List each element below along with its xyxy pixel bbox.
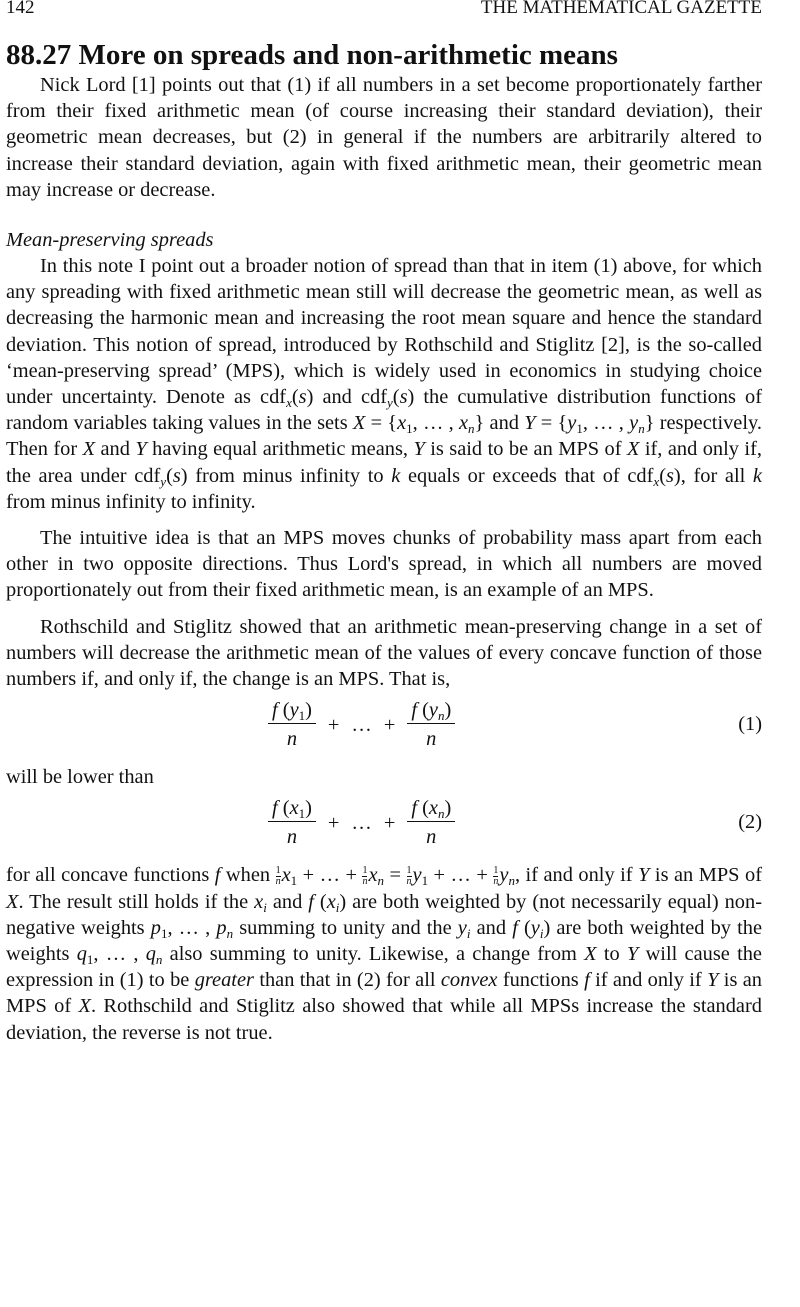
theorem-paragraph: Rothschild and Stiglitz showed that an arithmetic mean-preserving change in a set of numbers will decrease the arithmetic mean of the values of every concave function of those numbers if, and only if, the change is an MPS. That is, bbox=[6, 615, 762, 691]
intro-paragraph: Nick Lord [1] points out that (1) if all numbers in a set become proportionately farther from their fixed arithmetic mean (of course increasing their standard deviation), their geometric mean decreases, but (2) in general if the numbers are arbitrarily altered to increase their standard deviation, again with fixed arithmetic mean, their geometric mean may increase or decrease. bbox=[6, 74, 762, 201]
conclusion-paragraph: for all concave functions f when $\frac{1}{n}$ $x_1$ + … + $\frac{1}{n}$ $x_n$ = $\frac{1}{n}$ $y_1$ + … + $\frac{1}{n}$ $y_n$, if and only if Y is an MPS of X. The result still holds if the $x_i$ and f $(x_i)$ are both weighted by (not necessarily equal) non-negative weights $p_1$, … , $p_n$ summing to unity and the $y_i$ and f $(y_i)$ are both weighted by the weights $q_1$, … , $q_n$ also summing to unity. Likewise, a change from X to Y will cause the expression in (1) to be greater than that in (2) for all convex functions f if and only if Y is an MPS of X. Rothschild and Stiglitz also showed that while all MPSs increase the standard deviation, the reverse is not true. bbox=[6, 864, 762, 1044]
equation-1-number: (1) bbox=[738, 713, 762, 736]
journal-name: THE MATHEMATICAL GAZETTE bbox=[480, 0, 762, 18]
equation-1: $\frac{f (y_1)}{n}$ + … + $\frac{f (y_n)}{n}$ (1) bbox=[6, 697, 762, 759]
section-heading: Mean-preserving spreads bbox=[6, 229, 214, 252]
intuition-paragraph: The intuitive idea is that an MPS moves chunks of probability mass apart from each other in two opposite directions. Thus Lord's spread, in which all numbers are moved proportionately out from their fixed arithmetic mean, is an example of an MPS. bbox=[6, 527, 762, 602]
journal-page bbox=[6, 0, 762, 1046]
connector-text: will be lower than bbox=[6, 766, 154, 789]
equation-2: $\frac{f (x_1)}{n}$ + … + $\frac{f (x_n)}{n}$ (2) bbox=[6, 795, 762, 857]
equation-2-number: (2) bbox=[738, 811, 762, 834]
article-title: 88.27 More on spreads and non-arithmetic means bbox=[6, 39, 618, 71]
running-header bbox=[6, 0, 762, 20]
page-number: 142 bbox=[6, 0, 35, 18]
mps-definition-paragraph: In this note I point out a broader notion of spread than that in item (1) above, for which any spreading with fixed arithmetic mean still will decrease the geometric mean, as well as decreasing the harmonic mean and increasing the root mean square and hence the standard deviation. This notion of spread, introduced by Rothschild and Stiglitz [2], is the so-called ‘mean-preserving spread’ (MPS), which is widely used in economics in studying choice under uncertainty. Denote as cdf$_x$(s) and cdf$_y$(s) the cumulative distribution functions of random variables taking values in the sets $X = \{x_1$, … , $x_n$} and $Y = \{y_1$, … , $y_n$} respectively. Then for X and Y having equal arithmetic means, Y is said to be an MPS of X if, and only if, the area under cdf$_y$(s) from minus infinity to k equals or exceeds that of cdf$_x$(s), for all k from minus infinity to infinity. bbox=[6, 255, 762, 513]
